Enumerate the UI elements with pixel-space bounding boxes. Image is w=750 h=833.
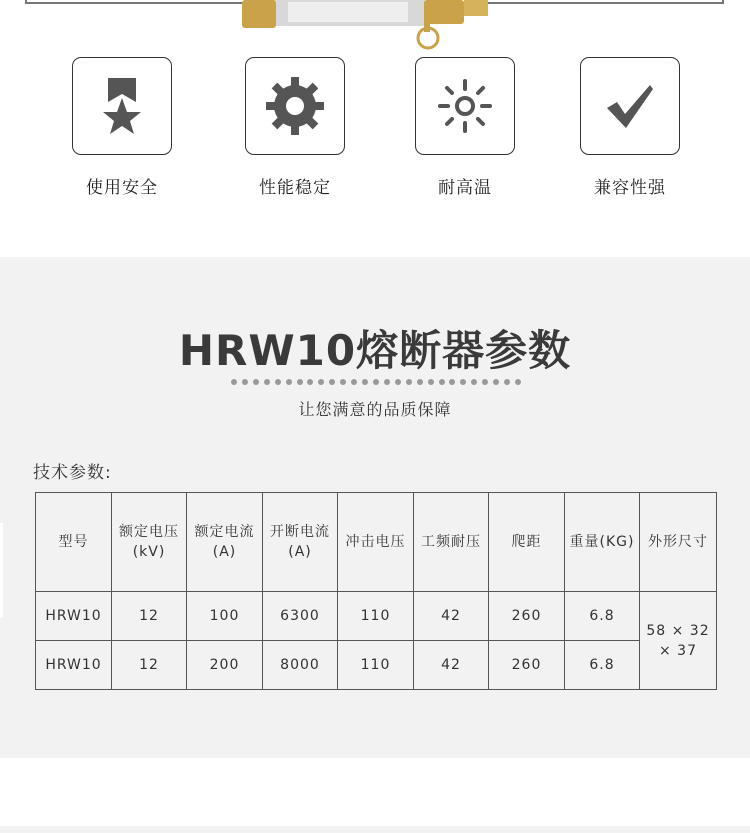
edge-strip [0, 523, 3, 618]
sun-icon [437, 78, 493, 134]
table-cell: 100 [187, 592, 263, 641]
header-weight: 重量(KG) [565, 493, 640, 592]
title-divider-dots [231, 379, 521, 387]
feature-stability [220, 57, 370, 198]
section-title: HRW10熔断器参数 [178, 326, 572, 375]
bottom-section-edge [0, 826, 750, 833]
feature-card [415, 57, 515, 155]
feature-label: 性能稳定 [259, 178, 331, 198]
table-cell: 110 [338, 592, 414, 641]
table-cell: 6.8 [565, 641, 640, 690]
fuse-product-image [228, 0, 498, 52]
feature-card [580, 57, 680, 155]
table-cell: 6300 [263, 592, 338, 641]
section-subtitle: 让您满意的品质保障 [298, 400, 452, 419]
header-creepage-distance: 爬距 [489, 493, 565, 592]
spec-table [35, 492, 717, 690]
checkmark-icon [604, 80, 656, 132]
bookmark-star-icon [99, 76, 145, 136]
feature-heat-resistance [390, 57, 540, 198]
table-cell: 42 [414, 592, 489, 641]
gear-icon [265, 76, 325, 136]
table-cell: 260 [489, 592, 565, 641]
table-cell: HRW10 [36, 641, 112, 690]
table-cell: 8000 [263, 641, 338, 690]
feature-compatibility [555, 57, 705, 198]
table-cell: 12 [112, 641, 187, 690]
spec-label: 技术参数: [33, 463, 112, 483]
table-row [36, 641, 717, 690]
feature-label: 兼容性强 [594, 178, 666, 198]
table-cell: 12 [112, 592, 187, 641]
table-cell: HRW10 [36, 592, 112, 641]
dimensions-cell: 58 × 32 × 37 [640, 592, 717, 690]
table-header-row [36, 493, 717, 592]
feature-label: 使用安全 [86, 178, 158, 198]
feature-safety [47, 57, 197, 198]
table-cell: 260 [489, 641, 565, 690]
header-breaking-current: 开断电流 (A) [263, 493, 338, 592]
table-cell: 6.8 [565, 592, 640, 641]
header-rated-current: 额定电流 (A) [187, 493, 263, 592]
feature-card [72, 57, 172, 155]
header-model: 型号 [36, 493, 112, 592]
header-dimensions: 外形尺寸 [640, 493, 717, 592]
header-power-frequency-withstand: 工频耐压 [414, 493, 489, 592]
feature-label: 耐高温 [438, 178, 492, 198]
header-impulse-voltage: 冲击电压 [338, 493, 414, 592]
header-rated-voltage: 额定电压 (kV) [112, 493, 187, 592]
table-cell: 110 [338, 641, 414, 690]
table-row [36, 592, 717, 641]
feature-card [245, 57, 345, 155]
table-cell: 200 [187, 641, 263, 690]
table-cell: 42 [414, 641, 489, 690]
